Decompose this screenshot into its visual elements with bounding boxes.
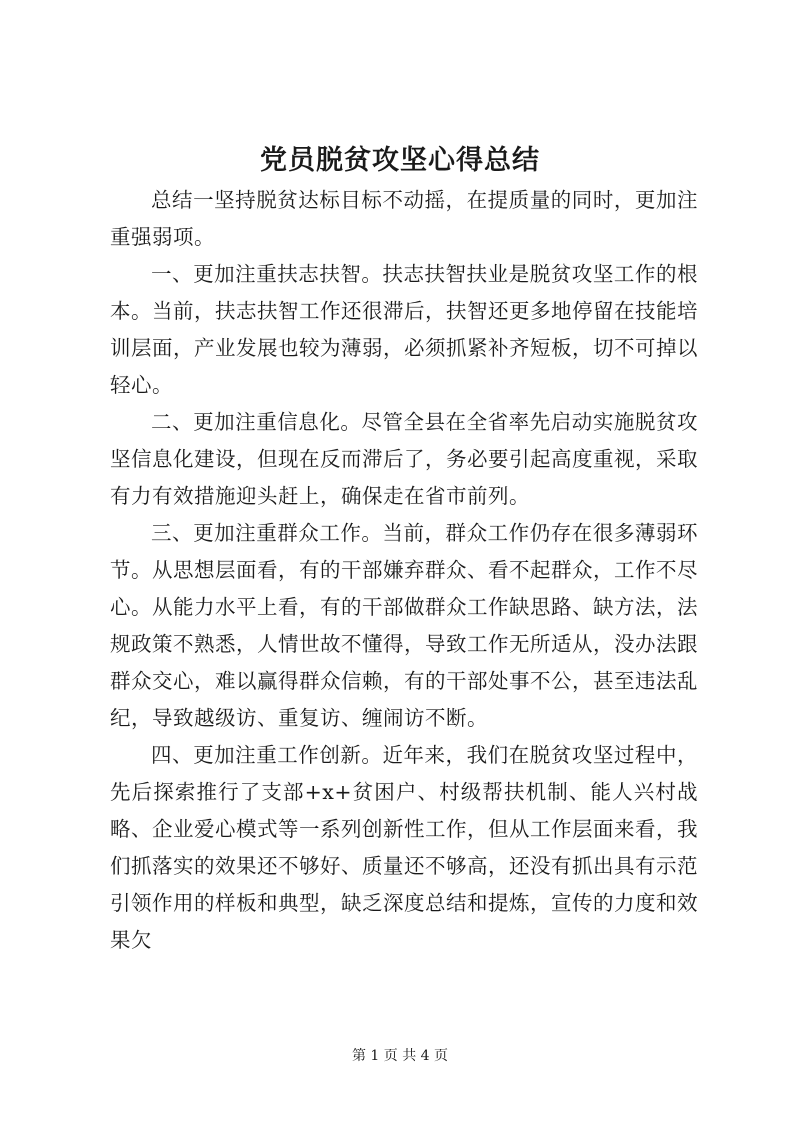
page-footer: 第 1 页 共 4 页 — [351, 1048, 449, 1064]
paragraph-section-4: 四、更加注重工作创新。近年来，我们在脱贫攻坚过程中，先后探索推行了支部+x+贫困户、村级帮扶机制、能人兴村战略、企业爱心模式等一系列创新性工作，但从工作层面来看，我们抓落实的效果还不够好、质量还不够高，还没有抓出具有示范引领作用的样板和典型，缺乏深度总结和提炼，宣传的力度和效果欠 — [110, 743, 698, 952]
document-body — [110, 182, 698, 959]
paragraph-intro: 总结一坚持脱贫达标目标不动摇，在提质量的同时，更加注重强弱项。 — [110, 188, 698, 249]
paragraph-section-3: 三、更加注重群众工作。当前，群众工作仍存在很多薄弱环节。从思想层面看，有的干部嫌弃群众、看不起群众，工作不尽心。从能力水平上看，有的干部做群众工作缺思路、缺方法，法规政策不熟悉，人情世故不懂得，导致工作无所适从，没办法跟群众交心，难以赢得群众信赖，有的干部处事不公，甚至违法乱纪，导致越级访、重复访、缠闹访不断。 — [110, 521, 698, 730]
paragraph-section-1: 一、更加注重扶志扶智。扶志扶智扶业是脱贫攻坚工作的根本。当前，扶志扶智工作还很滞后，扶智还更多地停留在技能培训层面，产业发展也较为薄弱，必须抓紧补齐短板，切不可掉以轻心。 — [110, 262, 698, 397]
paragraph-section-2: 二、更加注重信息化。尽管全县在全省率先启动实施脱贫攻坚信息化建设，但现在反而滞后了，务必要引起高度重视，采取有力有效措施迎头赶上，确保走在省市前列。 — [110, 410, 698, 508]
document-title: 党员脱贫攻坚心得总结 — [260, 145, 540, 176]
